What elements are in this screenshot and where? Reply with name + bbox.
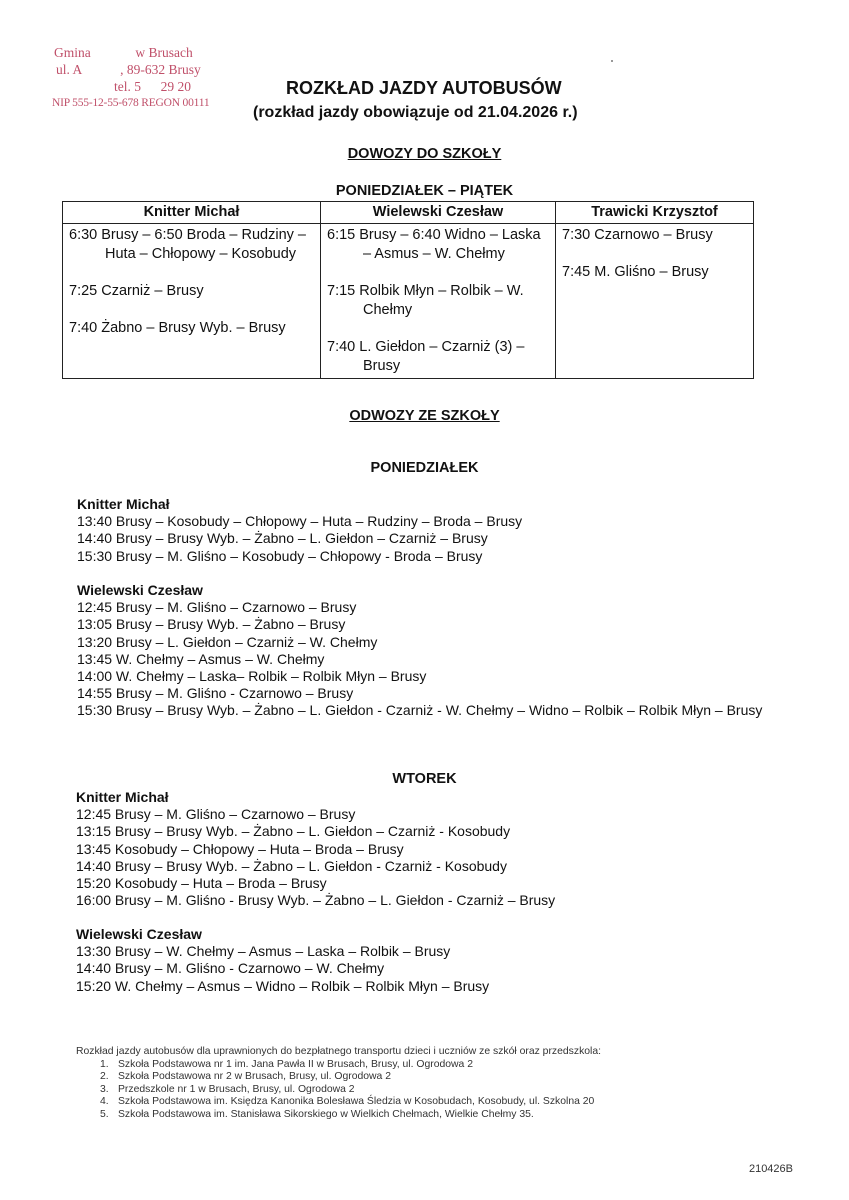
- list-item: 15:30 Brusy – M. Gliśno – Kosobudy – Chłopowy - Broda – Brusy: [77, 547, 483, 564]
- school-name: Szkoła Podstawowa im. Stanisława Sikorskiego w Wielkich Chełmach, Wielkie Chełmy 35.: [118, 1108, 534, 1120]
- office-stamp: [52, 44, 292, 112]
- driver-name: Knitter Michał: [76, 789, 169, 805]
- table-cell-knitter: [63, 224, 321, 379]
- list-item: 14:40 Brusy – Brusy Wyb. – Żabno – L. Giełdon - Czarniż - Kosobudy: [76, 857, 507, 874]
- tuesday-label: WTOREK: [392, 771, 457, 787]
- list-item: 13:45 W. Chełmy – Asmus – W. Chełmy: [77, 650, 325, 667]
- route-entry: 7:25 Czarniż – Brusy: [69, 283, 204, 299]
- table-header-row: [63, 202, 754, 224]
- list-item: 13:45 Kosobudy – Chłopowy – Huta – Broda – Brusy: [76, 840, 404, 857]
- list-item: [76, 1059, 796, 1072]
- driver-name: Knitter Michał: [77, 496, 170, 512]
- school-name: Szkoła Podstawowa im. Księdza Kanonika Bolesława Śledzia w Kosobudach, Kosobudy, ul. Szkolna 20: [118, 1096, 595, 1108]
- list-item: [76, 1096, 796, 1109]
- odwozy-heading: ODWOZY ZE SZKOŁY: [349, 408, 500, 424]
- footnote-intro: Rozkład jazdy autobusów dla uprawnionych do bezpłatnego transportu dzieci i uczniów ze szkół oraz przedszkola:: [76, 1046, 602, 1057]
- driver-name: Wielewski Czesław: [77, 582, 203, 598]
- scan-speck: [611, 60, 613, 62]
- tuesday-knitter-block: [76, 789, 796, 909]
- table-cell-wielewski: [321, 224, 556, 379]
- table-row: [63, 224, 754, 379]
- school-name: Szkoła Podstawowa nr 1 im. Jana Pawła II w Brusach, Brusy, ul. Ogrodowa 2: [118, 1058, 473, 1070]
- list-item: 14:40 Brusy – M. Gliśno - Czarnowo – W. Chełmy: [76, 960, 385, 977]
- list-number: 1.: [100, 1058, 109, 1070]
- list-item: 15:20 W. Chełmy – Asmus – Widno – Rolbik – Rolbik Młyn – Brusy: [76, 977, 490, 994]
- route-entry: 6:15 Brusy – 6:40 Widno – Laska – Asmus – W. Chełmy: [327, 227, 541, 262]
- document-code: 210426B: [748, 1163, 793, 1175]
- list-item: 13:40 Brusy – Kosobudy – Chłopowy – Huta – Rudziny – Broda – Brusy: [77, 513, 523, 530]
- dowozy-heading: DOWOZY DO SZKOŁY: [347, 146, 502, 162]
- stamp-line-4: NIP 555-12-55-678 REGON 00111: [52, 97, 210, 109]
- page-subtitle: (rozkład jazdy obowiązuje od 21.04.2026 r.): [253, 104, 578, 121]
- route-entry: 6:30 Brusy – 6:50 Broda – Rudziny – Huta – Chłopowy – Kosobudy: [69, 227, 306, 262]
- list-item: [76, 1084, 796, 1097]
- tuesday-wielewski-block: [76, 926, 796, 995]
- list-number: 3.: [100, 1083, 109, 1095]
- page-title: ROZKŁAD JAZDY AUTOBUSÓW: [286, 78, 562, 98]
- list-item: 15:20 Kosobudy – Huta – Broda – Brusy: [76, 875, 327, 892]
- list-item: [76, 1109, 796, 1122]
- dowozy-days-label: PONIEDZIAŁEK – PIĄTEK: [335, 183, 514, 199]
- school-name: Szkoła Podstawowa nr 2 w Brusach, Brusy, ul. Ogrodowa 2: [118, 1071, 391, 1083]
- schools-footnote: [76, 1046, 796, 1122]
- route-entry: 7:40 Żabno – Brusy Wyb. – Brusy: [69, 320, 286, 336]
- monday-wielewski-block: [77, 582, 797, 720]
- stamp-line-3: tel. 5 29 20: [114, 79, 191, 94]
- schools-list: [76, 1059, 796, 1122]
- route-entry: 7:30 Czarnowo – Brusy: [562, 227, 713, 243]
- column-header: Trawicki Krzysztof: [556, 202, 754, 224]
- route-entry: 7:40 L. Giełdon – Czarniż (3) – Brusy: [327, 339, 525, 374]
- list-item: 12:45 Brusy – M. Gliśno – Czarnowo – Brusy: [77, 599, 357, 616]
- route-entry: 7:15 Rolbik Młyn – Rolbik – W. Chełmy: [327, 283, 524, 318]
- list-number: 2.: [100, 1071, 109, 1083]
- dowozy-table: [62, 201, 754, 379]
- list-item: 14:40 Brusy – Brusy Wyb. – Żabno – L. Giełdon – Czarniż – Brusy: [77, 530, 488, 547]
- list-item: 13:15 Brusy – Brusy Wyb. – Żabno – L. Giełdon – Czarniż - Kosobudy: [76, 823, 511, 840]
- monday-knitter-block: [77, 496, 797, 565]
- stamp-line-2: ul. A , 89-632 Brusy: [56, 62, 201, 77]
- list-item: 13:30 Brusy – W. Chełmy – Asmus – Laska – Rolbik – Brusy: [76, 943, 451, 960]
- stamp-line-1: Gmina w Brusach: [54, 45, 193, 60]
- list-item: 16:00 Brusy – M. Gliśno - Brusy Wyb. – Żabno – L. Giełdon - Czarniż – Brusy: [76, 892, 556, 909]
- list-number: 5.: [100, 1108, 109, 1120]
- table-cell-trawicki: [556, 224, 754, 379]
- monday-label: PONIEDZIAŁEK: [370, 460, 479, 476]
- list-item: 13:05 Brusy – Brusy Wyb. – Żabno – Brusy: [77, 616, 346, 633]
- list-number: 4.: [100, 1096, 109, 1108]
- school-name: Przedszkole nr 1 w Brusach, Brusy, ul. Ogrodowa 2: [118, 1083, 355, 1095]
- column-header: Wielewski Czesław: [321, 202, 556, 224]
- list-item: 12:45 Brusy – M. Gliśno – Czarnowo – Brusy: [76, 806, 356, 823]
- list-item: [76, 1071, 796, 1084]
- list-item: 15:30 Brusy – Brusy Wyb. – Żabno – L. Giełdon - Czarniż - W. Chełmy – Widno – Rolbik – Rolbik Młyn – Brusy: [77, 702, 763, 719]
- list-item: 13:20 Brusy – L. Giełdon – Czarniż – W. Chełmy: [77, 633, 378, 650]
- column-header: Knitter Michał: [63, 202, 321, 224]
- driver-name: Wielewski Czesław: [76, 926, 202, 942]
- list-item: 14:00 W. Chełmy – Laska– Rolbik – Rolbik Młyn – Brusy: [77, 668, 427, 685]
- route-entry: 7:45 M. Gliśno – Brusy: [562, 264, 709, 280]
- list-item: 14:55 Brusy – M. Gliśno - Czarnowo – Brusy: [77, 685, 354, 702]
